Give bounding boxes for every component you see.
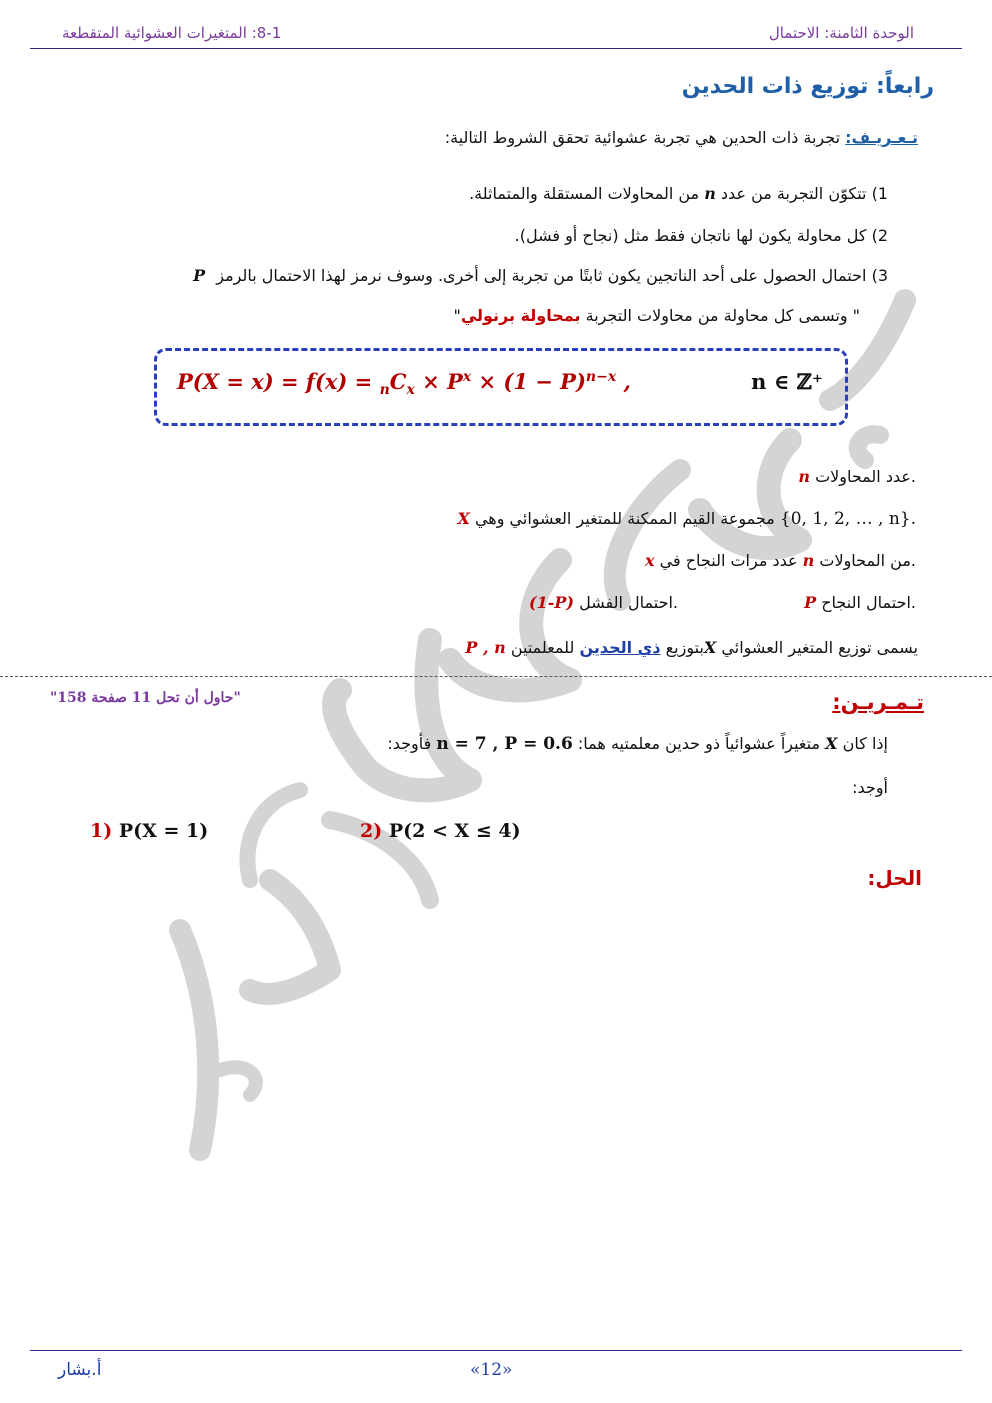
exercise-hint: "حاول أن تحل 11 صفحة 158" — [50, 690, 241, 706]
legend-text: احتمال النجاح. — [821, 593, 916, 612]
exercise-find: أوجد: — [852, 778, 888, 797]
header-rule — [30, 48, 962, 49]
legend-item — [645, 551, 916, 570]
distribution-naming — [465, 638, 918, 657]
legend-text: عدد المحاولات. — [815, 467, 916, 486]
exercise-text: إذا كان — [842, 734, 888, 753]
formula-c: C — [389, 369, 407, 394]
condition-item — [515, 226, 888, 245]
definition-label: تـعـريـف: — [845, 128, 918, 147]
definition — [445, 128, 918, 147]
footer-rule — [30, 1350, 962, 1351]
naming-text: بتوزيع — [665, 638, 704, 657]
question-2 — [360, 820, 521, 842]
bernoulli-text: " وتسمى كل محاولة من محاولات التجربة — [580, 306, 860, 325]
exercise-text: فأوجد: — [387, 734, 432, 753]
bernoulli-highlight: بمحاولة برنولي — [460, 306, 581, 325]
naming-text: للمعلمتين — [510, 638, 575, 657]
legend-item — [804, 593, 916, 612]
bernoulli-quote: " — [453, 306, 461, 325]
question-expression: P(2 < X ≤ 4) — [388, 820, 521, 842]
formula-lhs: P(X = x) = f(x) = — [177, 369, 380, 394]
legend-symbol: n — [798, 467, 810, 486]
formula-one-minus-p: × (1 − P) — [471, 369, 586, 394]
legend-set: {0, 1, 2, … , n}. — [779, 509, 916, 529]
formula-sub-n: n — [379, 382, 390, 399]
legend-item — [798, 467, 916, 486]
condition-item — [469, 184, 888, 203]
symbol-p: P — [193, 266, 206, 285]
page-number: «12» — [470, 1360, 513, 1380]
question-number: 2) — [360, 820, 383, 842]
legend-item — [457, 509, 916, 529]
legend-text: مجموعة القيم الممكنة للمتغير العشوائي وهي — [474, 509, 775, 528]
formula-p: × P — [414, 369, 463, 394]
header-unit: الوحدة الثامنة: الاحتمال — [768, 24, 914, 42]
solution-label: الحل: — [867, 866, 922, 890]
condition-text: احتمال الحصول على أحد الناتجين يكون ثابتًا من تجربة إلى أخرى. وسوف نرمز لهذا الاحتمال بالرمز — [216, 266, 867, 285]
formula-sub-x: x — [406, 382, 415, 399]
exercise-label: تـمـريـن: — [832, 690, 924, 714]
condition-number: 1) — [871, 184, 888, 203]
formula-box — [154, 348, 848, 426]
legend-text: احتمال الفشل. — [579, 593, 678, 612]
condition-number: 2) — [871, 226, 888, 245]
exercise-symbol: X — [825, 734, 838, 753]
condition-text: تتكوّن التجربة من عدد — [720, 184, 867, 203]
formula-comma: , — [616, 369, 631, 394]
exercise-params: n = 7 , P = 0.6 — [436, 734, 573, 754]
condition-item — [193, 266, 888, 285]
formula-domain: n ∈ ℤ⁺ — [751, 369, 823, 394]
bernoulli-note — [453, 306, 860, 325]
naming-params: P , n — [465, 638, 506, 657]
question-1 — [90, 820, 208, 842]
footer-author: أ.بشار — [58, 1360, 102, 1380]
question-number: 1) — [90, 820, 113, 842]
legend-text: من المحاولات. — [819, 551, 916, 570]
legend-symbol: P — [804, 593, 817, 612]
binomial-formula — [177, 369, 631, 398]
legend-symbol: n — [802, 551, 815, 570]
formula-exp-x: x — [462, 369, 472, 385]
exercise-statement — [387, 734, 888, 754]
naming-text: يسمى توزيع المتغير العشوائي — [721, 638, 918, 657]
header-lesson: 8-1: المتغيرات العشوائية المتقطعة — [62, 24, 282, 42]
condition-text: كل محاولة يكون لها ناتجان فقط مثل (نجاح أو فشل). — [514, 226, 867, 245]
formula-exp-n-x: n−x — [585, 369, 617, 385]
naming-highlight: ذي الحدين — [579, 638, 661, 657]
section-divider — [0, 676, 992, 677]
symbol-n: n — [704, 184, 716, 203]
legend-item — [529, 593, 678, 612]
legend-symbol: (1-P) — [529, 593, 574, 612]
section-title: رابعاً: توزيع ذات الحدين — [681, 74, 934, 99]
condition-text: من المحاولات المستقلة والمتماثلة. — [469, 184, 700, 203]
legend-symbol: X — [457, 509, 470, 528]
definition-text: تجربة ذات الحدين هي تجربة عشوائية تحقق الشروط التالية: — [444, 128, 841, 147]
legend-symbol: x — [645, 551, 655, 570]
question-expression: P(X = 1) — [118, 820, 209, 842]
naming-symbol: X — [703, 638, 717, 657]
legend-text: عدد مرات النجاح في — [659, 551, 798, 570]
exercise-text: متغيراً عشوائياً ذو حدين معلمتيه هما: — [577, 734, 821, 753]
condition-number: 3) — [871, 266, 888, 285]
